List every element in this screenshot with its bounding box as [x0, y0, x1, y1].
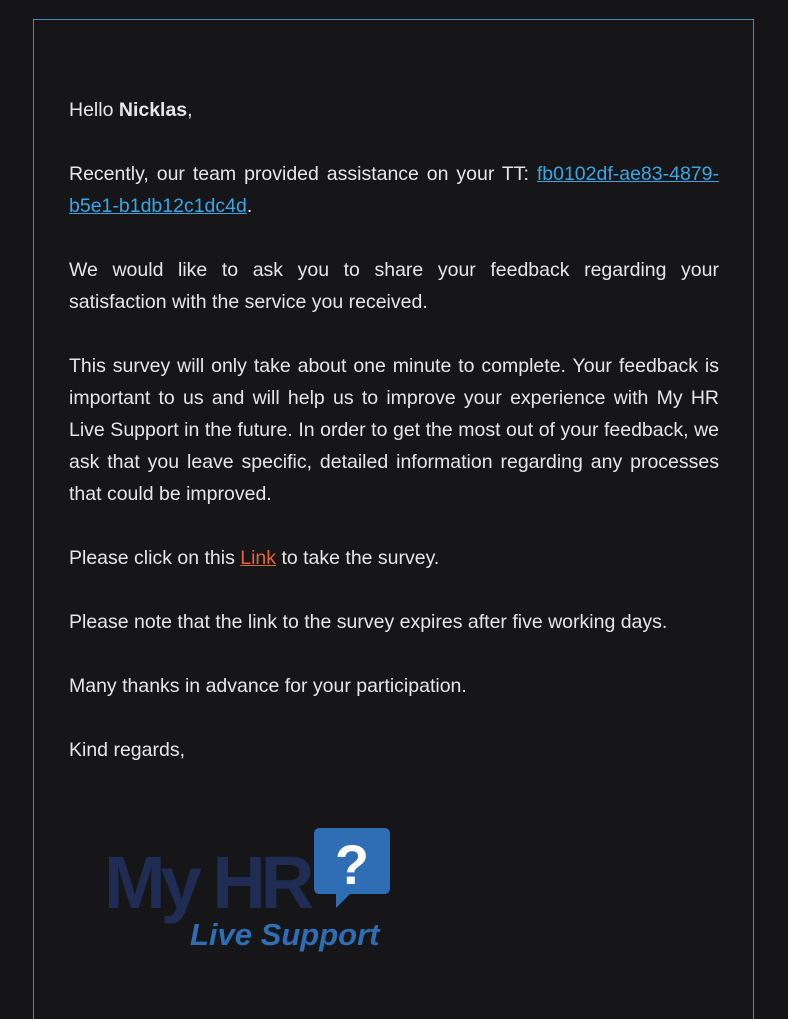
paragraph-expiry-note: Please note that the link to the survey expires after five working days.	[69, 611, 668, 633]
paragraph-feedback-request: We would like to ask you to share your feedback regarding your satisfaction with the service you received.	[69, 259, 719, 313]
logo-line2: Live Support	[190, 917, 380, 952]
greeting-name: Nicklas	[118, 99, 188, 121]
assistance-text: Recently, our team provided assistance on your TT:	[69, 163, 537, 185]
paragraph-survey-info: This survey will only take about one minute to complete. Your feedback is important to us and will help us to improve your experience with My HR Live Support in the future. In order to get the most out of your feedback, we ask that you leave specific, detailed information regarding any processes that could be improved.	[69, 355, 719, 505]
survey-link-after: to take the survey.	[276, 547, 440, 569]
survey-link-before: Please click on this	[69, 547, 241, 569]
greeting-prefix: Hello	[69, 99, 119, 121]
closing: Kind regards,	[69, 739, 185, 761]
ticket-id-link[interactable]: fb0102df-ae83-4879-b5e1-b1db12c1dc4d	[69, 163, 719, 217]
greeting-suffix: ,	[187, 99, 193, 121]
assistance-end: .	[246, 195, 253, 217]
paragraph-assistance	[69, 158, 719, 222]
paragraph-survey-link	[69, 542, 719, 574]
email-body	[69, 94, 719, 798]
greeting	[69, 94, 719, 126]
logo-line1: My HR	[104, 841, 310, 924]
paragraph-thanks: Many thanks in advance for your participation.	[69, 675, 467, 697]
my-hr-live-support-logo	[104, 826, 394, 956]
logo-bubble-glyph: ?	[334, 833, 370, 896]
survey-link[interactable]: Link	[240, 547, 277, 569]
question-bubble-icon	[314, 828, 390, 908]
